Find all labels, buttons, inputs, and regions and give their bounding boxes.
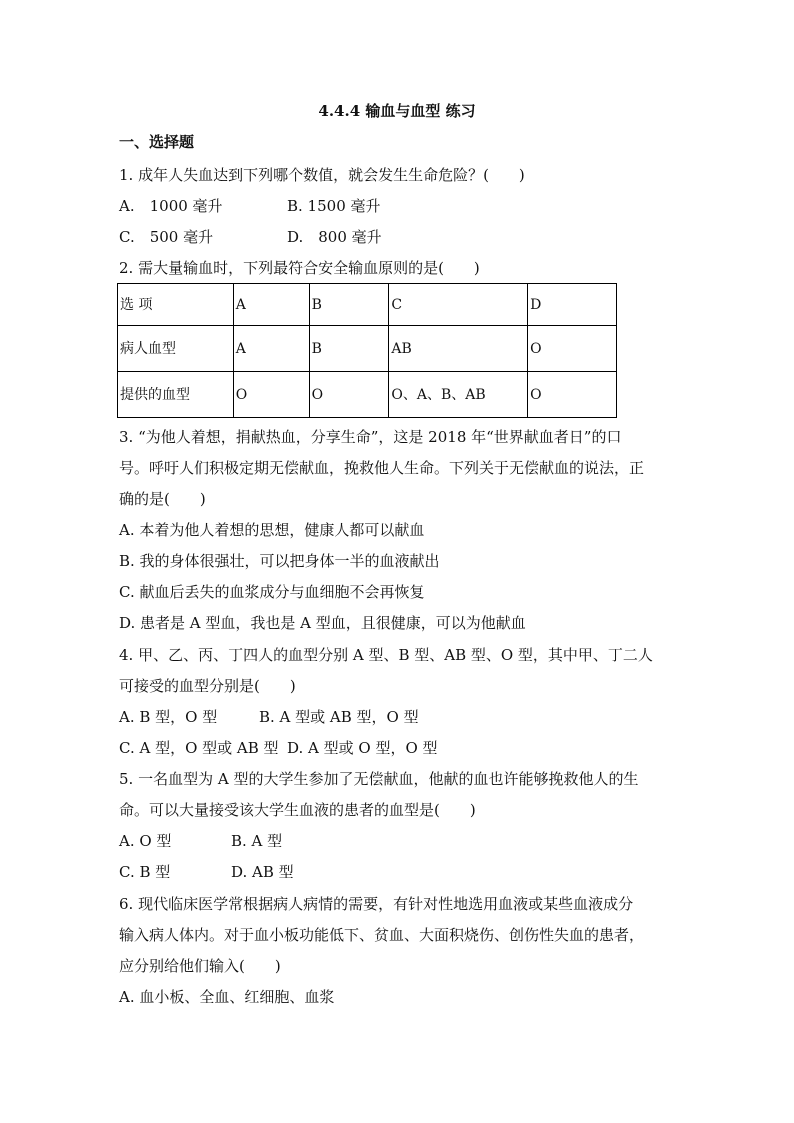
table-cell: B xyxy=(309,326,389,372)
question-3-stem-line-1: 3. “为他人着想，捐献热血，分享生命”，这是 2018 年“世界献血者日”的口 xyxy=(119,428,622,446)
question-1-option-c: C. 500 毫升 xyxy=(119,228,214,246)
table-row xyxy=(118,326,617,372)
table-cell: AB xyxy=(389,326,528,372)
table-cell: O xyxy=(528,372,617,418)
table-cell: 病人血型 xyxy=(118,326,234,372)
blood-type-table xyxy=(117,283,617,418)
table-cell: O xyxy=(528,326,617,372)
page-title: 4.4.4 输血与血型 练习 xyxy=(318,102,476,120)
question-5-stem-line-1: 5. 一名血型为 A 型的大学生参加了无偿献血，他献的血也许能够挽救他人的生 xyxy=(119,770,639,788)
question-6-stem-line-1: 6. 现代临床医学常根据病人病情的需要，有针对性地选用血液或某些血液成分 xyxy=(119,895,634,913)
question-4-option-c: C. A 型，O 型或 AB 型 xyxy=(119,739,279,757)
question-4-stem-line-2: 可接受的血型分别是( ) xyxy=(119,677,296,695)
question-4-option-b: B. A 型或 AB 型，O 型 xyxy=(259,708,419,726)
table-cell: 提供的血型 xyxy=(118,372,234,418)
table-cell: O xyxy=(233,372,309,418)
question-3-stem-line-3: 确的是( ) xyxy=(119,490,206,508)
question-5-option-b: B. A 型 xyxy=(231,832,283,850)
table-cell: B xyxy=(309,284,389,326)
question-3-stem-line-2: 号。呼吁人们积极定期无偿献血，挽救他人生命。下列关于无偿献血的说法，正 xyxy=(119,459,645,477)
question-1-option-a: A. 1000 毫升 xyxy=(119,197,223,215)
question-4-option-d: D. A 型或 O 型，O 型 xyxy=(287,739,438,757)
question-1-stem: 1. 成年人失血达到下列哪个数值，就会发生生命危险？( ) xyxy=(119,166,525,184)
table-cell: 选 项 xyxy=(118,284,234,326)
table-cell: A xyxy=(233,284,309,326)
question-6-stem-line-2: 输入病人体内。对于血小板功能低下、贫血、大面积烧伤、创伤性失血的患者， xyxy=(119,926,645,944)
question-6-stem-line-3: 应分别给他们输入( ) xyxy=(119,957,281,975)
section-heading: 一、选择题 xyxy=(119,133,195,151)
question-5-stem-line-2: 命。可以大量接受该大学生血液的患者的血型是( ) xyxy=(119,801,476,819)
table-row xyxy=(118,372,617,418)
table-cell: C xyxy=(389,284,528,326)
table-cell: O、A、B、AB xyxy=(389,372,528,418)
question-6-option-a: A. 血小板、全血、红细胞、血浆 xyxy=(119,988,335,1006)
question-3-option-d: D. 患者是 A 型血，我也是 A 型血，且很健康，可以为他献血 xyxy=(119,614,526,632)
table-cell: D xyxy=(528,284,617,326)
question-4-stem-line-1: 4. 甲、乙、丙、丁四人的血型分别 A 型、B 型、AB 型、O 型，其中甲、丁二人 xyxy=(119,646,653,664)
question-3-option-b: B. 我的身体很强壮，可以把身体一半的血液献出 xyxy=(119,552,440,570)
question-5-option-c: C. B 型 xyxy=(119,863,171,881)
question-5-option-a: A. O 型 xyxy=(119,832,172,850)
question-5-option-d: D. AB 型 xyxy=(231,863,294,881)
question-4-option-a: A. B 型，O 型 xyxy=(119,708,218,726)
question-2-stem: 2. 需大量输血时，下列最符合安全输血原则的是( ) xyxy=(119,259,480,277)
question-3-option-a: A. 本着为他人着想的思想，健康人都可以献血 xyxy=(119,521,425,539)
question-1-option-d: D. 800 毫升 xyxy=(287,228,382,246)
question-1-option-b: B. 1500 毫升 xyxy=(287,197,381,215)
table-cell: A xyxy=(233,326,309,372)
question-3-option-c: C. 献血后丢失的血浆成分与血细胞不会再恢复 xyxy=(119,583,425,601)
table-row xyxy=(118,284,617,326)
table-cell: O xyxy=(309,372,389,418)
